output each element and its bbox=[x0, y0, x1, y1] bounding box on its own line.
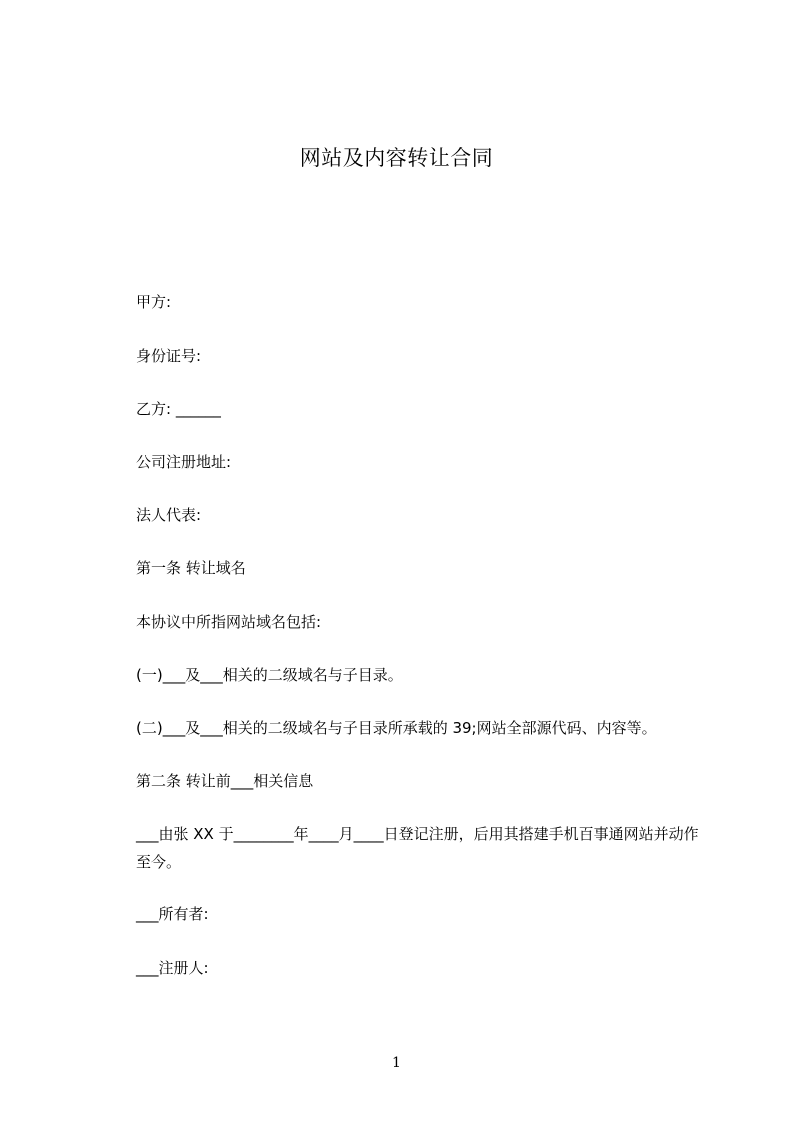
domain-scope-line: 本协议中所指网站域名包括: bbox=[136, 613, 322, 631]
registrant-line: ___注册人: bbox=[136, 959, 209, 977]
clause-item-1: (一)___及___相关的二级域名与子目录。 bbox=[136, 666, 403, 684]
article-1-heading: 第一条 转让域名 bbox=[136, 559, 246, 577]
document-title: 网站及内容转让合同 bbox=[299, 146, 494, 170]
party-b-line: 乙方: ______ bbox=[136, 400, 221, 418]
owner-line: ___所有者: bbox=[136, 905, 209, 923]
party-a-line: 甲方: bbox=[136, 293, 172, 311]
legal-representative-line: 法人代表: bbox=[136, 506, 202, 524]
clause-item-2: (二)___及___相关的二级域名与子目录所承载的 39;网站全部源代码、内容等。 bbox=[136, 719, 657, 737]
article-2-heading: 第二条 转让前___相关信息 bbox=[136, 772, 314, 790]
registration-paragraph: ___由张 XX 于________年____月____日登记注册，后用其搭建手机百事通网站并动作至今。 bbox=[136, 825, 699, 871]
company-address-line: 公司注册地址: bbox=[136, 453, 232, 471]
page-number: 1 bbox=[392, 1055, 401, 1071]
id-number-line: 身份证号: bbox=[136, 347, 202, 365]
